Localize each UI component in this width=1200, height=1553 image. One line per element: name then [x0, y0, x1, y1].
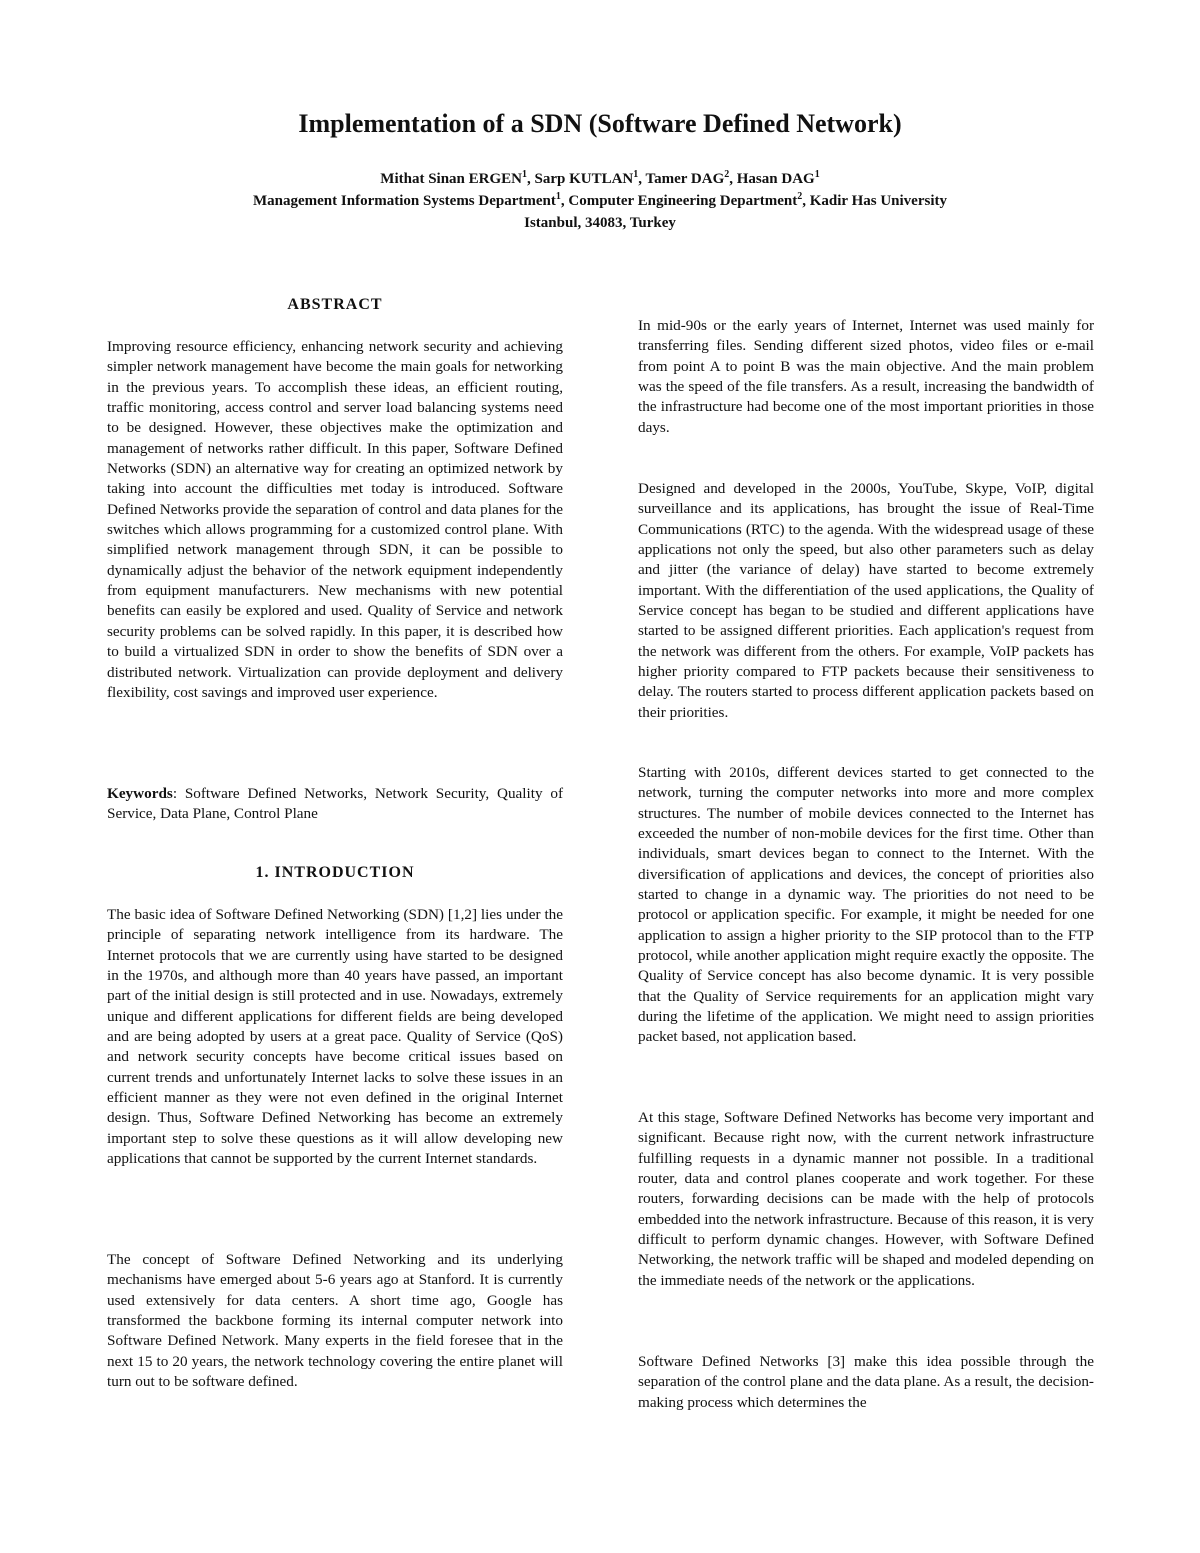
institution: Kadir Has University [809, 193, 947, 209]
paper-title: Implementation of a SDN (Software Defined Network) [298, 109, 902, 138]
author-name: Mithat Sinan ERGEN [380, 171, 522, 187]
author-name: Tamer DAG [645, 171, 725, 187]
author-separator: , [638, 171, 646, 187]
right-paragraph-5: Software Defined Networks [3] make this idea possible through the separation of the control plane and the data plane. As a result, the decision-making process which determines the [638, 1353, 1094, 1411]
keywords-paragraph [107, 784, 563, 825]
author-location: Istanbul, 34083, Turkey [524, 215, 676, 231]
introduction-paragraph-2: The concept of Software Defined Networking and its underlying mechanisms have emerged about 5-6 years ago at Stanford. It is currently used extensively for data centers. A short time ago, Google has transformed the backbone forming its internal computer network into Software Defined Network. Many experts in the field foresee that in the next 15 to 20 years, the network technology covering the entire planet will turn out to be software defined. [107, 1251, 563, 1391]
author-separator: , [527, 171, 535, 187]
right-paragraph-4: At this stage, Software Defined Networks has become very important and significant. Because right now, with the current network infrastructure fulfilling requests in a dynamic manner not possible. In a traditional router, data and control planes cooperate and work together. For these routers, forwarding decisions can be made with the help of protocols embedded into the network infrastructure. Because of this reason, it is very difficult to perform dynamic changes. However, with Software Defined Networking, the network traffic will be shaped and modeled depending on the immediate needs of the network or the applications. [638, 1109, 1094, 1289]
author-affil-sup: 1 [633, 169, 639, 180]
author-name: Sarp KUTLAN [534, 171, 634, 187]
right-paragraph-3: Starting with 2010s, different devices started to get connected to the network, turning the computer networks into more and more complex structures. The number of mobile devices connected to the Internet has exceeded the number of non-mobile devices for the first time. Other than individuals, smart devices began to connect to the Internet. With the diversification of applications and devices, the concept of priorities also started to change in a dynamic way. The priorities do not need to be protocol or application specific. For example, it might be needed for one application to assign a higher priority to the SIP protocol than to the FTP protocol, while another application might require exactly the opposite. The Quality of Service concept has also become dynamic. It is very possible that the Quality of Service requirements for an application might vary during the lifetime of the application. We might need to assign priorities packet based, not application based. [638, 764, 1094, 1046]
affiliation-2-sup: 2 [797, 191, 803, 202]
author-affil-sup: 1 [814, 169, 820, 180]
author-separator: , [729, 171, 737, 187]
affiliation-1: Management Information Systems Department [253, 193, 556, 209]
keywords-label: Keywords [107, 785, 173, 802]
affiliation-1-sup: 1 [555, 191, 561, 202]
affiliation-separator: , [802, 193, 810, 209]
author-names [0, 168, 1200, 190]
right-paragraph-2: Designed and developed in the 2000s, YouTube, Skype, VoIP, digital surveillance and its applications, has brought the issue of Real-Time Communications (RTC) to the agenda. With the widespread usage of these applications not only the speed, but also other parameters such as delay and jitter (the variance of delay) have started to become extremely important. With the differentiation of the used applications, the Quality of Service concept has began to be studied and different applications have started to be assigned different priorities. Each application's request from the network was different from the others. For example, VoIP packets has higher priority compared to FTP packets because their sensitiveness to delay. The routers started to process different application packets based on their priorities. [638, 480, 1094, 721]
introduction-paragraph-1: The basic idea of Software Defined Networking (SDN) [1,2] lies under the principle of separating network intelligence from its hardware. The Internet protocols that we are currently using have started to be designed in the 1970s, and although more than 40 years have passed, an important part of the initial design is still protected and in use. Nowadays, extremely unique and different applications for different fields are being developed and are being adopted by users at a great pace. Quality of Service (QoS) and network security concepts have become critical issues based on current trends and unfortunately Internet lacks to solve these issues in an efficient manner as they were not even defined in the original Internet design. Thus, Software Defined Networking has become an extremely important step to solve these questions as it will allow developing new applications that cannot be supported by the current Internet standards. [107, 906, 563, 1168]
keywords-text: : Software Defined Networks, Network Security, Quality of Service, Data Plane, Control Plane [107, 785, 563, 823]
author-name: Hasan DAG [736, 171, 815, 187]
right-paragraph-1: In mid-90s or the early years of Internet, Internet was used mainly for transferring files. Sending different sized photos, video files or e-mail from point A to point B was the main objective. And the main problem was the speed of the file transfers. As a result, increasing the bandwidth of the infrastructure had become one of the most important priorities in those days. [638, 317, 1094, 436]
affiliation-2: Computer Engineering Department [568, 193, 798, 209]
abstract-heading: ABSTRACT [287, 296, 383, 313]
affiliation-separator: , [560, 193, 569, 209]
introduction-heading: 1. INTRODUCTION [255, 864, 415, 881]
author-block [0, 168, 1200, 234]
abstract-text: Improving resource efficiency, enhancing network security and achieving simpler network management have become the main goals for networking in the previous years. To accomplish these ideas, an efficient routing, traffic monitoring, access control and server load balancing systems need to be designed. However, these objectives make the optimization and management of networks rather difficult. In this paper, Software Defined Networks (SDN) an alternative way for creating an optimized network by taking into account the difficulties met today is introduced. Software Defined Networks provide the separation of control and data planes for the switches which allows programming for a customized control plane. With simplified network management through SDN, it can be possible to dynamically adjust the behavior of the network equipment independently from equipment manufacturers. New mechanisms with new potential benefits can easily be explored and used. Quality of Service and network security problems can be solved rapidly. In this paper, it is described how to build a virtualized SDN in order to show the benefits of SDN over a distributed network. Virtualization can provide deployment and delivery flexibility, cost savings and improved user experience. [107, 338, 563, 701]
author-affil-sup: 1 [522, 169, 527, 180]
author-affiliations [0, 190, 1200, 212]
author-affil-sup: 2 [724, 169, 730, 180]
